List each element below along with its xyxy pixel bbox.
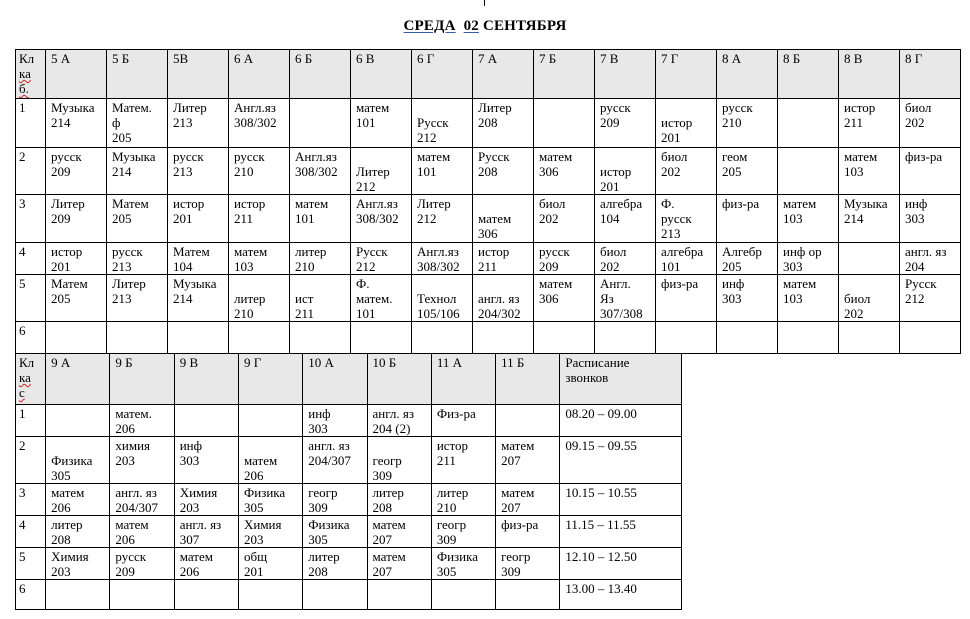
lesson-cell: Литер 208: [473, 99, 534, 148]
lesson-cell: [778, 322, 839, 354]
lesson-cell: биол 202: [534, 195, 595, 243]
lesson-cell: [351, 322, 412, 354]
lesson-number: 1: [16, 405, 46, 437]
title-day: СРЕДА: [403, 18, 456, 34]
class-header: 11 А: [431, 354, 495, 405]
lesson-cell: Физика 305: [46, 437, 110, 484]
class-header: 9 Г: [238, 354, 302, 405]
lesson-cell: Русск 212: [900, 275, 961, 322]
lesson-cell: [534, 322, 595, 354]
lesson-cell: матем 306: [534, 148, 595, 195]
lesson-cell: биол 202: [656, 148, 717, 195]
lesson-cell: Ф. матем. 101: [351, 275, 412, 322]
lesson-cell: матем 207: [367, 516, 431, 548]
lesson-cell: матем 103: [229, 243, 290, 275]
lesson-cell: Англ.яз 308/302: [290, 148, 351, 195]
bell-schedule-header: Расписание звонков: [560, 354, 682, 405]
lesson-cell: Физика 305: [303, 516, 367, 548]
lesson-cell: русск 209: [110, 548, 174, 580]
lesson-cell: [107, 322, 168, 354]
lesson-cell: англ. яз 307: [174, 516, 238, 548]
lesson-cell: биол 202: [900, 99, 961, 148]
lesson-row: [16, 580, 682, 610]
lesson-cell: [110, 580, 174, 610]
lesson-row: [16, 484, 682, 516]
lesson-cell: матем. 206: [110, 405, 174, 437]
lesson-cell: Англ. Яз 307/308: [595, 275, 656, 322]
lesson-cell: [778, 99, 839, 148]
header-row: [16, 354, 682, 405]
lesson-cell: матем 206: [174, 548, 238, 580]
title-month: СЕНТЯБРЯ: [482, 18, 567, 34]
lesson-cell: русск 209: [46, 148, 107, 195]
lesson-cell: матем 103: [778, 275, 839, 322]
lesson-cell: матем 306: [534, 275, 595, 322]
lesson-cell: геогр 309: [303, 484, 367, 516]
lesson-number: 6: [16, 580, 46, 610]
lesson-cell: русск 213: [107, 243, 168, 275]
lesson-cell: [839, 322, 900, 354]
lesson-number: 4: [16, 243, 46, 275]
title-date: 02: [463, 18, 479, 34]
class-header: 8 В: [839, 50, 900, 99]
lesson-cell: физ-ра: [656, 275, 717, 322]
lesson-row: [16, 99, 961, 148]
lesson-row: [16, 243, 961, 275]
lesson-cell: истор 201: [595, 148, 656, 195]
lesson-cell: физ-ра: [900, 148, 961, 195]
lesson-cell: [367, 580, 431, 610]
lesson-cell: матем 103: [839, 148, 900, 195]
lesson-cell: Русск 208: [473, 148, 534, 195]
lesson-cell: [473, 322, 534, 354]
lesson-cell: [496, 405, 560, 437]
lesson-cell: [229, 322, 290, 354]
lesson-cell: Химия 203: [238, 516, 302, 548]
lesson-cell: общ 201: [238, 548, 302, 580]
lesson-cell: литер 208: [46, 516, 110, 548]
lesson-number: 6: [16, 322, 46, 354]
lesson-cell: матем 207: [496, 437, 560, 484]
lesson-cell: биол 202: [595, 243, 656, 275]
lesson-cell: Русск 212: [412, 99, 473, 148]
lesson-cell: истор 211: [431, 437, 495, 484]
lesson-cell: [900, 322, 961, 354]
lesson-cell: [290, 99, 351, 148]
lesson-cell: Алгебр 205: [717, 243, 778, 275]
lesson-cell: [839, 243, 900, 275]
lesson-row: [16, 195, 961, 243]
bell-time: 08.20 – 09.00: [560, 405, 682, 437]
lesson-cell: [46, 322, 107, 354]
lesson-cell: матем 207: [496, 484, 560, 516]
lesson-cell: Ф. русск 213: [656, 195, 717, 243]
lesson-number: 3: [16, 484, 46, 516]
class-header: 6 В: [351, 50, 412, 99]
lesson-cell: алгебра 104: [595, 195, 656, 243]
lesson-cell: русск 210: [229, 148, 290, 195]
class-header: 6 Г: [412, 50, 473, 99]
class-header: 9 В: [174, 354, 238, 405]
lesson-cell: [174, 405, 238, 437]
lesson-row: [16, 405, 682, 437]
lesson-cell: Литер 212: [351, 148, 412, 195]
lesson-cell: Музыка 214: [46, 99, 107, 148]
class-header: 5В: [168, 50, 229, 99]
lesson-cell: Литер 213: [107, 275, 168, 322]
lesson-cell: матем 306: [473, 195, 534, 243]
lesson-cell: Матем 205: [46, 275, 107, 322]
lesson-cell: [46, 580, 110, 610]
lesson-cell: биол 202: [839, 275, 900, 322]
lesson-cell: Матем 205: [107, 195, 168, 243]
class-header: 6 Б: [290, 50, 351, 99]
bell-time: 10.15 – 10.55: [560, 484, 682, 516]
lesson-cell: Литер 212: [412, 195, 473, 243]
lesson-cell: Технол 105/106: [412, 275, 473, 322]
lesson-cell: англ. яз 204: [900, 243, 961, 275]
lesson-cell: [717, 322, 778, 354]
lesson-cell: матем 207: [367, 548, 431, 580]
lesson-cell: [656, 322, 717, 354]
class-corner-label: Кл ка б.: [16, 50, 46, 99]
lesson-cell: русск 209: [534, 243, 595, 275]
lesson-cell: матем 101: [351, 99, 412, 148]
class-corner-label: Кл ка с: [16, 354, 46, 405]
lesson-cell: русск 210: [717, 99, 778, 148]
lesson-cell: химия 203: [110, 437, 174, 484]
lesson-cell: матем 206: [110, 516, 174, 548]
lesson-cell: инф ор 303: [778, 243, 839, 275]
class-header: 11 Б: [496, 354, 560, 405]
lesson-cell: литер 210: [431, 484, 495, 516]
bell-time: 13.00 – 13.40: [560, 580, 682, 610]
lesson-cell: [168, 322, 229, 354]
lesson-number: 5: [16, 548, 46, 580]
lesson-cell: [174, 580, 238, 610]
class-header: 7 Г: [656, 50, 717, 99]
lesson-cell: русск 209: [595, 99, 656, 148]
class-header: 7 А: [473, 50, 534, 99]
class-header: 6 А: [229, 50, 290, 99]
lesson-cell: матем 101: [412, 148, 473, 195]
class-header: 9 Б: [110, 354, 174, 405]
lesson-cell: Русск 212: [351, 243, 412, 275]
lesson-cell: англ. яз 204/302: [473, 275, 534, 322]
lesson-cell: [534, 99, 595, 148]
lesson-cell: Физика 305: [431, 548, 495, 580]
lesson-cell: [431, 580, 495, 610]
lesson-row: [16, 275, 961, 322]
lesson-number: 3: [16, 195, 46, 243]
lesson-cell: англ. яз 204/307: [110, 484, 174, 516]
lesson-cell: геом 205: [717, 148, 778, 195]
schedule-table-main: [15, 49, 961, 354]
lesson-cell: Физ-ра: [431, 405, 495, 437]
lesson-cell: инф 303: [174, 437, 238, 484]
lesson-cell: [290, 322, 351, 354]
lesson-cell: литер 210: [290, 243, 351, 275]
header-row: [16, 50, 961, 99]
lesson-number: 5: [16, 275, 46, 322]
lesson-cell: Литер 213: [168, 99, 229, 148]
bell-time: 09.15 – 09.55: [560, 437, 682, 484]
class-header: 7 Б: [534, 50, 595, 99]
lesson-cell: Англ.яз 308/302: [351, 195, 412, 243]
lesson-cell: истор 211: [229, 195, 290, 243]
lesson-row: [16, 437, 682, 484]
lesson-row: [16, 322, 961, 354]
class-header: 9 А: [46, 354, 110, 405]
lesson-number: 2: [16, 437, 46, 484]
lesson-row: [16, 516, 682, 548]
lesson-cell: матем 206: [46, 484, 110, 516]
lesson-cell: англ. яз 204/307: [303, 437, 367, 484]
bell-time: 11.15 – 11.55: [560, 516, 682, 548]
lesson-cell: англ. яз 204 (2): [367, 405, 431, 437]
lesson-cell: истор 201: [46, 243, 107, 275]
lesson-cell: [46, 405, 110, 437]
page-title: [0, 18, 970, 35]
lesson-cell: Матем. ф 205: [107, 99, 168, 148]
lesson-cell: геогр 309: [496, 548, 560, 580]
lesson-cell: Музыка 214: [839, 195, 900, 243]
lesson-cell: алгебра 101: [656, 243, 717, 275]
lesson-cell: литер 208: [367, 484, 431, 516]
lesson-cell: [778, 148, 839, 195]
lesson-row: [16, 548, 682, 580]
lesson-cell: инф 303: [303, 405, 367, 437]
class-header: 7 В: [595, 50, 656, 99]
lesson-cell: Литер 209: [46, 195, 107, 243]
lesson-cell: Англ.яз 308/302: [412, 243, 473, 275]
lesson-cell: литер 210: [229, 275, 290, 322]
lesson-cell: Музыка 214: [168, 275, 229, 322]
lesson-cell: физ-ра: [496, 516, 560, 548]
class-header: 8 А: [717, 50, 778, 99]
lesson-cell: [412, 322, 473, 354]
page-edge-mark: [484, 0, 485, 6]
class-header: 10 А: [303, 354, 367, 405]
lesson-cell: [238, 405, 302, 437]
class-header: 10 Б: [367, 354, 431, 405]
lesson-cell: ист 211: [290, 275, 351, 322]
lesson-cell: истор 201: [656, 99, 717, 148]
bell-time: 12.10 – 12.50: [560, 548, 682, 580]
lesson-cell: матем 101: [290, 195, 351, 243]
lesson-cell: [595, 322, 656, 354]
class-header: 8 Б: [778, 50, 839, 99]
lesson-cell: Физика 305: [238, 484, 302, 516]
lesson-cell: [303, 580, 367, 610]
class-header: 8 Г: [900, 50, 961, 99]
lesson-number: 1: [16, 99, 46, 148]
lesson-cell: Музыка 214: [107, 148, 168, 195]
lesson-cell: геогр 309: [367, 437, 431, 484]
lesson-cell: матем 206: [238, 437, 302, 484]
lesson-cell: истор 211: [473, 243, 534, 275]
lesson-cell: Англ.яз 308/302: [229, 99, 290, 148]
class-header: 5 Б: [107, 50, 168, 99]
lesson-row: [16, 148, 961, 195]
lesson-cell: инф 303: [717, 275, 778, 322]
lesson-cell: русск 213: [168, 148, 229, 195]
lesson-cell: литер 208: [303, 548, 367, 580]
lesson-number: 4: [16, 516, 46, 548]
lesson-cell: истор 211: [839, 99, 900, 148]
lesson-cell: физ-ра: [717, 195, 778, 243]
lesson-cell: Химия 203: [46, 548, 110, 580]
lesson-cell: инф 303: [900, 195, 961, 243]
lesson-cell: Матем 104: [168, 243, 229, 275]
lesson-cell: матем 103: [778, 195, 839, 243]
schedule-table-senior: [15, 353, 682, 610]
lesson-cell: Химия 203: [174, 484, 238, 516]
lesson-cell: [496, 580, 560, 610]
lesson-cell: [238, 580, 302, 610]
class-header: 5 А: [46, 50, 107, 99]
lesson-cell: истор 201: [168, 195, 229, 243]
lesson-number: 2: [16, 148, 46, 195]
lesson-cell: геогр 309: [431, 516, 495, 548]
